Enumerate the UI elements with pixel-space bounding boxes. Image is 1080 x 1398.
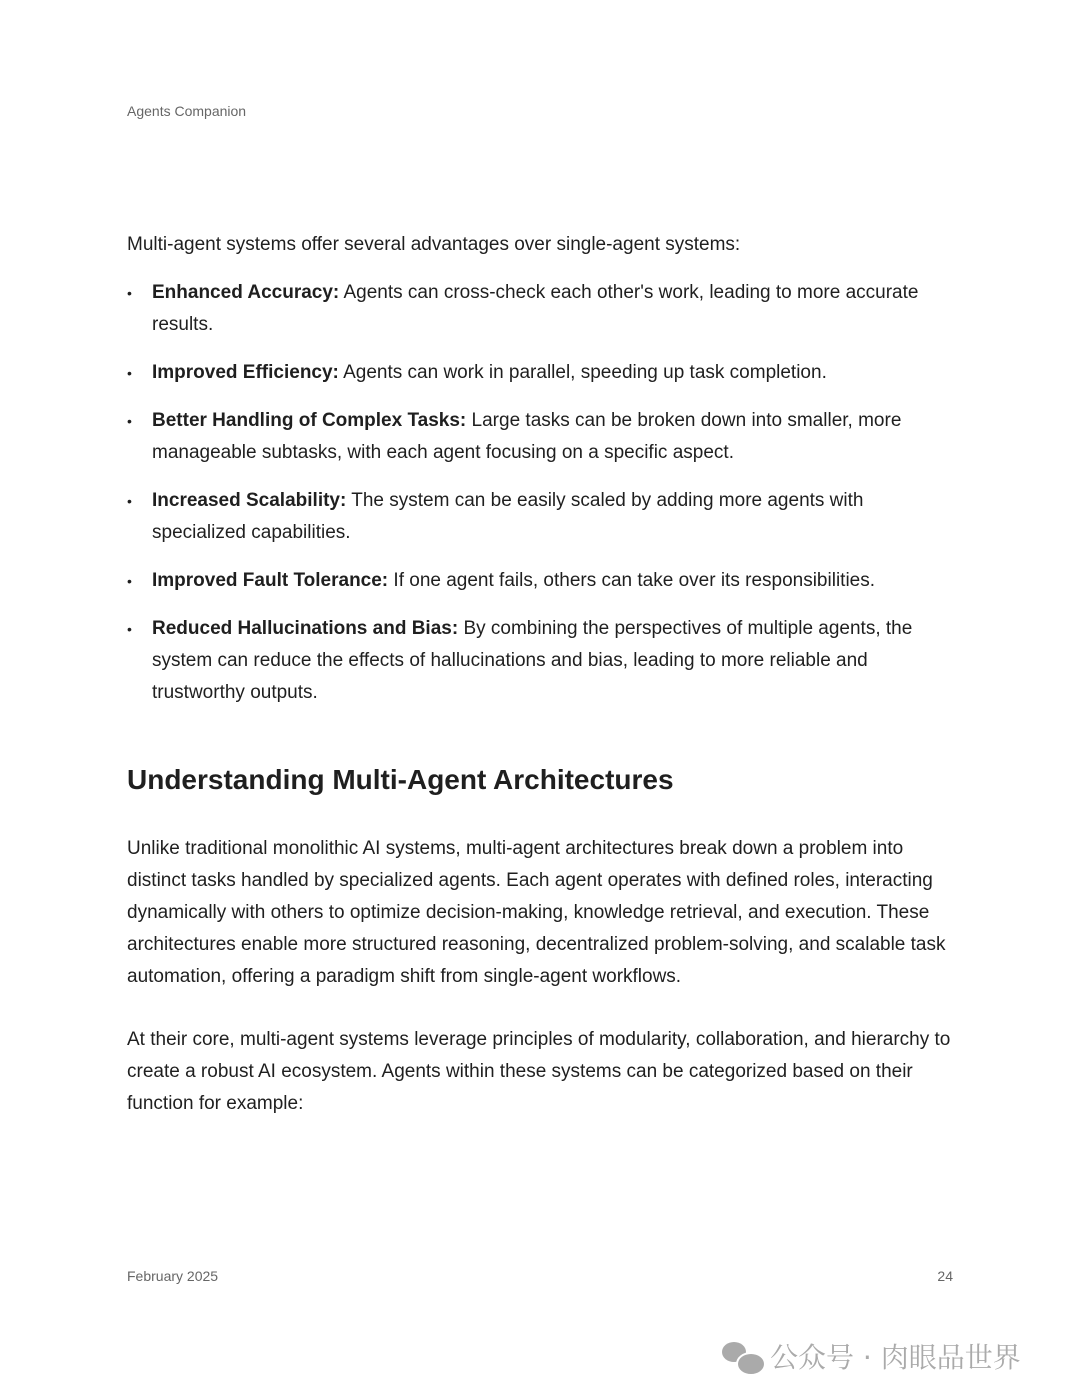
- watermark-text: 公众号 · 肉眼品世界: [770, 1341, 1021, 1374]
- wechat-icon: [722, 1340, 762, 1372]
- list-item: [127, 277, 957, 341]
- description: The system can be easily scaled by adding more agents with specialized capabilities.: [152, 490, 864, 543]
- paragraph: At their core, multi-agent systems leverage principles of modularity, collaboration, and hierarchy to create a robust AI ecosystem. Agents within these systems can be categorized based on their function for example:: [127, 1029, 951, 1114]
- term: Improved Fault Tolerance:: [152, 570, 389, 591]
- running-header: Agents Companion: [127, 103, 247, 119]
- paragraph: Unlike traditional monolithic AI systems, multi-agent architectures break down a problem into distinct tasks handled by specialized agents. Each agent operates with defined roles, interacting dynamically with others to optimize decision-making, knowledge retrieval, and execution. These architectures enable more structured reasoning, decentralized problem-solving, and scalable task automation, offering a paradigm shift from single-agent workflows.: [127, 838, 946, 987]
- list-item: [127, 565, 957, 597]
- footer-date: February 2025: [127, 1268, 219, 1284]
- term: Increased Scalability:: [152, 490, 347, 511]
- term: Reduced Hallucinations and Bias:: [152, 618, 459, 639]
- list-item: [127, 613, 957, 709]
- list-item: [127, 405, 957, 469]
- section-heading: Understanding Multi-Agent Architectures: [127, 764, 674, 795]
- page-number: 24: [937, 1268, 953, 1284]
- description: If one agent fails, others can take over its responsibilities.: [388, 570, 876, 591]
- intro-paragraph: Multi-agent systems offer several advantages over single-agent systems:: [127, 234, 741, 255]
- term: Enhanced Accuracy:: [152, 282, 340, 303]
- advantages-list: [127, 277, 957, 725]
- term: Better Handling of Complex Tasks:: [152, 410, 467, 431]
- description: Large tasks can be broken down into smaller, more manageable subtasks, with each agent focusing on a specific aspect.: [152, 410, 902, 463]
- description: By combining the perspectives of multiple agents, the system can reduce the effects of hallucinations and bias, leading to more reliable and trustworthy outputs.: [152, 618, 913, 703]
- term: Improved Efficiency:: [152, 362, 339, 383]
- description: Agents can work in parallel, speeding up task completion.: [338, 362, 827, 383]
- list-item: [127, 357, 957, 389]
- description: Agents can cross-check each other's work, leading to more accurate results.: [152, 282, 919, 335]
- watermark: [722, 1336, 1021, 1376]
- list-item: [127, 485, 957, 549]
